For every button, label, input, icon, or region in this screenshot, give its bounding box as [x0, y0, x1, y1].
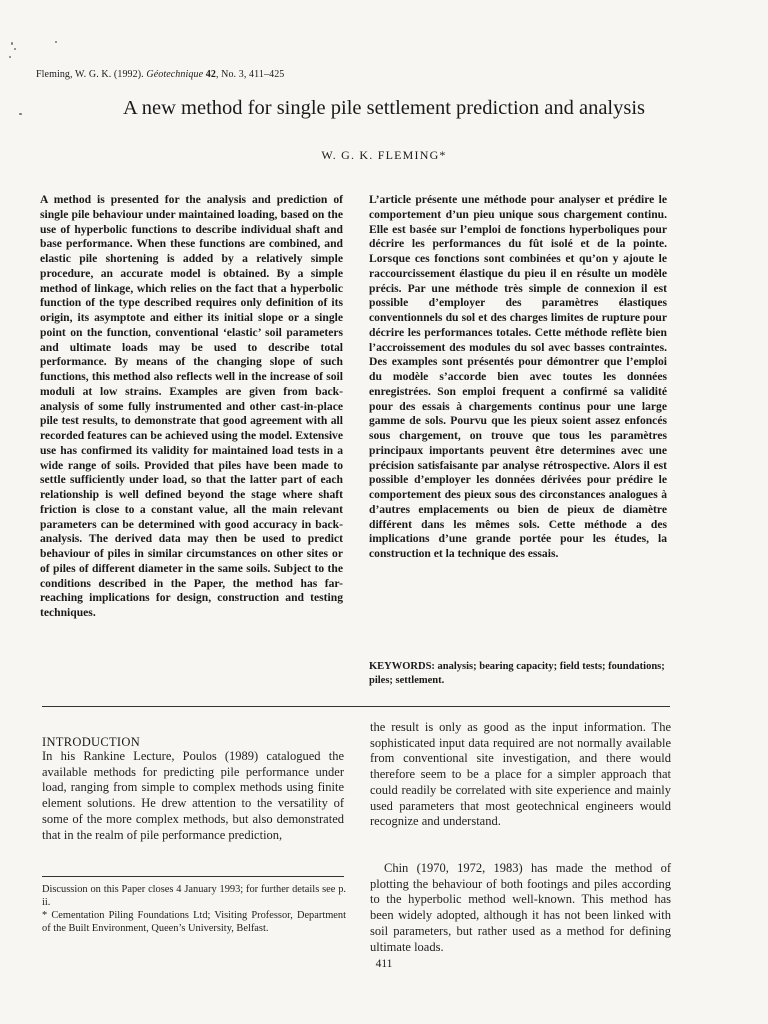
abstract-french: L’article présente une méthode pour analyser et prédire le comportement d’un pieu unique sous chargement continu. Elle est basée sur l’emploi de fonctions hyperboliques pour décrire les performances du fût isolé et de la pointe. Lorsque ces fonctions sont combinées et qu’on y ajoute le raccourcissement élastique du pieu il en résulte un modèle précis. Par une méthode très simple de connexion il est possible d’employer des paramètres élastiques conventionnels du sol et des charges limites de rupture pour décrire les performances totales. Cette méthode reflète bien l’accroissement des modules du sol avec basses contraintes. Des examples sont présentés pour démontrer que l’emploi du modèle s’accorde bien avec toutes les données enregistrées. Son emploi frequent a confirmé sa validité pour des essais à chargements continus pour une large gamme de sols. Pourvu que les pieux soient assez enfoncés sous chargement, on trouve que tous les paramètres principaux importants peuvent être determines avec une précision satisfaisante par analyse rétrospective. Alors il est possible d’employer les données dérivées pour prédire le comportement des pieux sous des circonstances analogues à d’autres emplacements ou bien de pieux de diamètre différent dans les mêmes sols. Cette méthode a des implications d’une grande portée pour les études, la construction et la technique des essais. [369, 193, 667, 560]
section-heading-introduction: INTRODUCTION [42, 735, 141, 749]
intro-paragraph-right-1: the result is only as good as the input information. The sophisticated input data required are not normally available from conventional site investigation, and there would therefore seem to be a place for a simpler approach that could readily be correlated with site experience and mainly used parameters that most geotechnical engineers would recognize and understand. [370, 720, 671, 829]
paper-author: W. G. K. FLEMING* [321, 148, 447, 162]
intro-paragraph-left: In his Rankine Lecture, Poulos (1989) catalogued the available methods for predicting pile performance under load, ranging from simple to complex methods using finite element solutions. He drew attention to the versatility of some of the more complex methods, but also demonstrated that in the realm of pile performance prediction, [42, 749, 344, 842]
intro-paragraph-right-2: Chin (1970, 1972, 1983) has made the method of plotting the behaviour of both footings and piles according to the hyperbolic method well-known. This method has been widely adopted, although it has not been linked with soil parameters, but rather used as a method for defining ultimate loads. [370, 861, 671, 954]
keywords: KEYWORDS: analysis; bearing capacity; field tests; foundations; piles; settlement. [369, 661, 665, 686]
abstract-english: A method is presented for the analysis and prediction of single pile behaviour under maintained loading, based on the use of hyperbolic functions to describe individual shaft and base performance. When these functions are combined, and elastic pile shortening is added by a relatively simple procedure, an accurate model is obtained. By a simple method of linkage, which relies on the fact that a hyperbolic function of the type described requires only definition of its origin, its asymptote and either its initial slope or a single point on the function, conventional ‘elastic’ soil parameters and ultimate loads may be used to describe total performance. By means of the changing slope of such functions, this method also reflects well in the increase of soil moduli at low strains. Examples are given from back-analysis of some fully instrumented and other cast-in-place pile test results, to demonstrate that good agreement with all recorded features can be achieved using the model. Extensive use has confirmed its validity for maintained load tests in a wide range of soils. Provided that piles have been made to settle sufficiently under load, so that the latter part of each relationship is well defined beyond the stage where shaft friction is close to a constant value, all the main relevant parameters can be determined with good accuracy in back-analysis. The derived data may then be used to predict behaviour of piles in similar circumstances on other sites or of piles of different diameter in the same soils. Subject to the conditions described in the Paper, the method has far-reaching implications for design, construction and testing techniques. [40, 193, 343, 619]
citation-volume: 42 [205, 69, 216, 80]
scan-speck [9, 56, 11, 58]
scan-speck [14, 48, 16, 50]
page-number: 411 [375, 958, 393, 970]
scan-speck [55, 41, 57, 43]
citation-line [36, 69, 284, 80]
scan-speck [11, 42, 13, 45]
footnote-divider [42, 876, 344, 877]
paper-title: A new method for single pile settlement prediction and analysis [122, 97, 646, 119]
citation-journal: Géotechnique [146, 69, 204, 80]
citation-authors: Fleming, W. G. K. (1992). [36, 69, 147, 80]
citation-issue-pages: , No. 3, 411–425 [215, 69, 285, 80]
footnote-discussion: Discussion on this Paper closes 4 January 1993; for further details see p. ii. [42, 884, 346, 908]
footnote-affiliation: * Cementation Piling Foundations Ltd; Visiting Professor, Department of the Built Environment, Queen’s University, Belfast. [42, 910, 346, 934]
section-divider [42, 706, 670, 707]
